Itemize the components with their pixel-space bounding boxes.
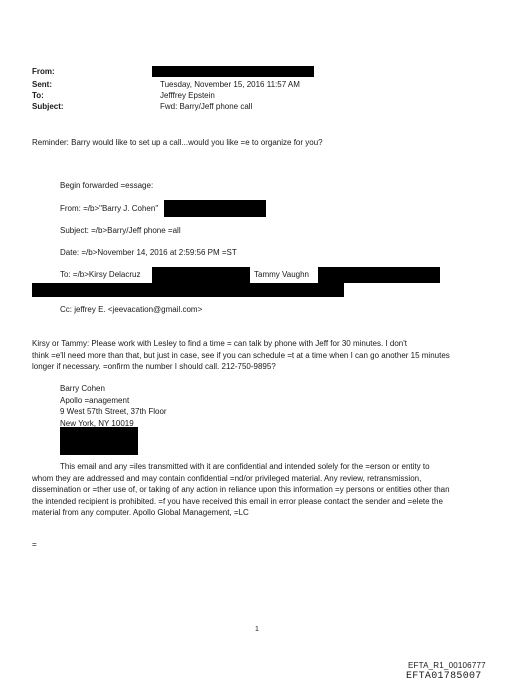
disclaimer-line: the intended recipient is prohibited. =f you have received this email in error please contact the sender and =elete the (32, 496, 443, 506)
page-number: 1 (255, 626, 259, 633)
reminder-text: Reminder: Barry would like to set up a call...would you like =e to organize for you? (32, 138, 323, 147)
fwd-to: To: =/b>Kirsy Delacruz (60, 270, 141, 279)
bates-number-1: EFTA_R1_00106777 (408, 661, 486, 670)
trailing-equals: = (32, 540, 37, 549)
fwd-subject: Subject: =/b>Barry/Jeff phone =all (60, 226, 181, 235)
disclaimer-line: material from any computer. Apollo Global Management, =LC (32, 508, 249, 517)
subject-value: Fwd: Barry/Jeff phone call (160, 102, 253, 111)
redaction-to-2 (318, 267, 440, 283)
signature-line: Barry Cohen (60, 384, 105, 393)
disclaimer-line: whom they are addressed and may contain confidential =nd/or privileged material. Any review, retransmission, (32, 473, 422, 483)
to-value: Jefffrey Epstein (160, 91, 215, 100)
to-label: To: (32, 91, 44, 100)
redaction-from (152, 66, 314, 77)
redaction-to-3 (32, 283, 344, 297)
subject-label: Subject: (32, 102, 64, 111)
fwd-from: From: =/b>"Barry J. Cohen" (60, 204, 159, 213)
redaction-signature (60, 427, 138, 455)
message-line: think =e'll need more than that, but just in case, see if you can schedule =t at a time when I can go another 15 minutes (32, 350, 450, 360)
redaction-to-1 (152, 267, 250, 283)
redaction-fwd-from (164, 200, 266, 217)
message-line: longer if necessary. =onfirm the number I should call. 212-750-9895? (32, 362, 276, 371)
sent-label: Sent: (32, 80, 52, 89)
from-label: From: (32, 67, 55, 76)
bates-number-2: EFTA01785007 (406, 671, 482, 682)
fwd-date: Date: =/b>November 14, 2016 at 2:59:56 PM =ST (60, 248, 237, 257)
disclaimer-line: This email and any =iles transmitted with it are confidential and intended solely for the =erson or entity to (60, 462, 430, 471)
sent-value: Tuesday, November 15, 2016 11:57 AM (160, 80, 300, 89)
disclaimer-line: dissemination or =ther use of, or taking of any action in reliance upon this information =y persons or entities other than (32, 485, 450, 494)
message-line: Kirsy or Tammy: Please work with Lesley to find a time = can talk by phone with Jeff for 30 minutes. I don't (32, 339, 407, 348)
fwd-cc: Cc: jeffrey E. <jeevacation@gmail.com> (60, 305, 203, 314)
signature-line: Apollo =anagement (60, 395, 130, 405)
signature-line: 9 West 57th Street, 37th Floor (60, 407, 167, 416)
begin-forwarded: Begin forwarded =essage: (60, 181, 154, 190)
fwd-to-second: Tammy Vaughn (254, 270, 309, 279)
signature-line: New York, NY 10019 (60, 418, 134, 428)
